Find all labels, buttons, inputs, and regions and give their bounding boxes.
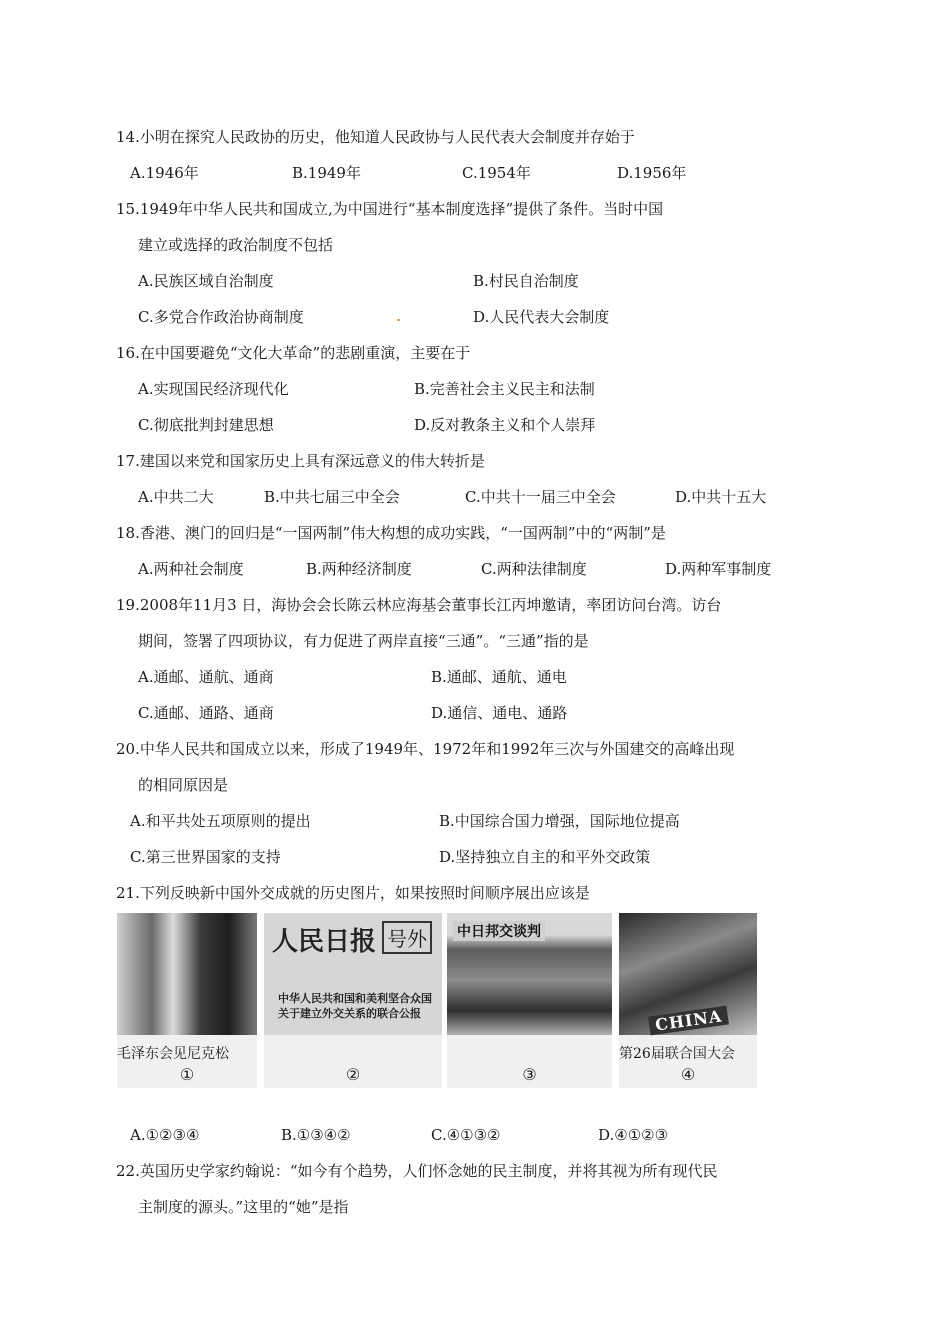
photo-mao-nixon-image [117,913,257,1035]
q19-option-d: D.通信、通电、通路 [431,704,568,722]
q21-option-a: A.①②③④ [130,1126,200,1144]
q21-photo-1 [117,913,257,1088]
china-banner: CHINA [648,1006,729,1036]
q21-photo-3-number: ③ [522,1065,537,1084]
q21-option-b: B.①③④② [281,1126,351,1144]
q20-option-d: D.坚持独立自主的和平外交政策 [439,848,651,866]
q16-option-a: A.实现国民经济现代化 [138,380,289,398]
q21-option-c: C.④①③② [431,1126,501,1144]
newspaper-headline-3: 中日邦交谈判 [453,921,545,941]
q17-option-b: B.中共七届三中全会 [264,488,400,506]
q21-option-d: D.④①②③ [598,1126,669,1144]
q22-stem-line2: 主制度的源头。”这里的“她”是指 [138,1198,349,1216]
q14-option-d: D.1956年 [617,164,687,182]
q20-option-a: A.和平共处五项原则的提出 [130,812,311,830]
q18-option-b: B.两种经济制度 [306,560,412,578]
newspaper-headline: 中华人民共和国和美利坚合众国 关于建立外交关系的联合公报 [278,992,432,1020]
q19-option-c: C.通邮、通路、通商 [138,704,274,722]
q17-stem: 17.建国以来党和国家历史上具有深远意义的伟大转折是 [116,452,485,470]
q19-stem-line1: 19.2008年11月3 日，海协会会长陈云林应海基会董事长江丙坤邀请，率团访问台湾。访台 [116,596,722,614]
q21-photo-1-number: ① [179,1065,195,1084]
q15-option-a: A.民族区域自治制度 [138,272,274,290]
q21-photo-2 [264,913,442,1088]
q18-option-c: C.两种法律制度 [481,560,587,578]
q14-option-c: C.1954年 [462,164,531,182]
q21-photo-4 [619,913,757,1088]
q20-option-c: C.第三世界国家的支持 [130,848,281,866]
q21-photo-3 [447,913,612,1088]
q19-stem-line2: 期间，签署了四项协议，有力促进了两岸直接“三通”。“三通”指的是 [138,632,589,650]
q14-option-a: A.1946年 [130,164,199,182]
q16-option-c: C.彻底批判封建思想 [138,416,274,434]
photo-sino-japan-image [447,913,612,1035]
q19-option-a: A.通邮、通航、通商 [138,668,274,686]
q15-option-b: B.村民自治制度 [473,272,579,290]
q16-option-b: B.完善社会主义民主和法制 [414,380,595,398]
photo-un-assembly-image [619,913,757,1035]
q18-option-d: D.两种军事制度 [665,560,772,578]
q21-photo-strip [117,913,757,1088]
q20-stem-line2: 的相同原因是 [138,776,229,794]
q16-option-d: D.反对教条主义和个人崇拜 [414,416,596,434]
q19-option-b: B.通邮、通航、通电 [431,668,567,686]
newspaper-extra-label: 号外 [382,921,432,954]
q14-option-b: B.1949年 [292,164,361,182]
q20-option-b: B.中国综合国力增强，国际地位提高 [439,812,680,830]
q17-option-d: D.中共十五大 [675,488,767,506]
q21-photo-1-caption: 毛泽东会见尼克松 [117,1046,229,1062]
q17-option-c: C.中共十一届三中全会 [465,488,616,506]
q14-stem: 14.小明在探究人民政协的历史，他知道人民政协与人民代表大会制度并存始于 [116,128,635,146]
q20-stem-line1: 20.中华人民共和国成立以来，形成了1949年、1972年和1992年三次与外国建交的高峰出现 [116,740,735,758]
q16-stem: 16.在中国要避免“文化大革命”的悲剧重演，主要在于 [116,344,471,362]
q15-stem-line1: 15.1949年中华人民共和国成立,为中国进行“基本制度选择”提供了条件。当时中国 [116,200,664,218]
stray-mark [397,319,400,321]
q21-photo-4-number: ④ [680,1065,696,1084]
q21-photo-2-number: ② [345,1065,361,1084]
q18-option-a: A.两种社会制度 [138,560,244,578]
newspaper-masthead: 人民日报 [272,927,377,957]
q15-option-c: C.多党合作政治协商制度 [138,308,304,326]
q15-option-d: D.人民代表大会制度 [473,308,610,326]
q18-stem: 18.香港、澳门的回归是“一国两制”伟大构想的成功实践，“一国两制”中的“两制”是 [116,524,666,542]
q21-photo-4-caption: 第26届联合国大会 [619,1046,735,1062]
q17-option-a: A.中共二大 [138,488,214,506]
photo-newspaper-image [264,913,442,1035]
q21-stem: 21.下列反映新中国外交成就的历史图片，如果按照时间顺序展出应该是 [116,884,590,902]
q15-stem-line2: 建立或选择的政治制度不包括 [138,236,334,254]
q22-stem-line1: 22.英国历史学家约翰说：“如今有个趋势，人们怀念她的民主制度，并将其视为所有现代民 [116,1162,718,1180]
